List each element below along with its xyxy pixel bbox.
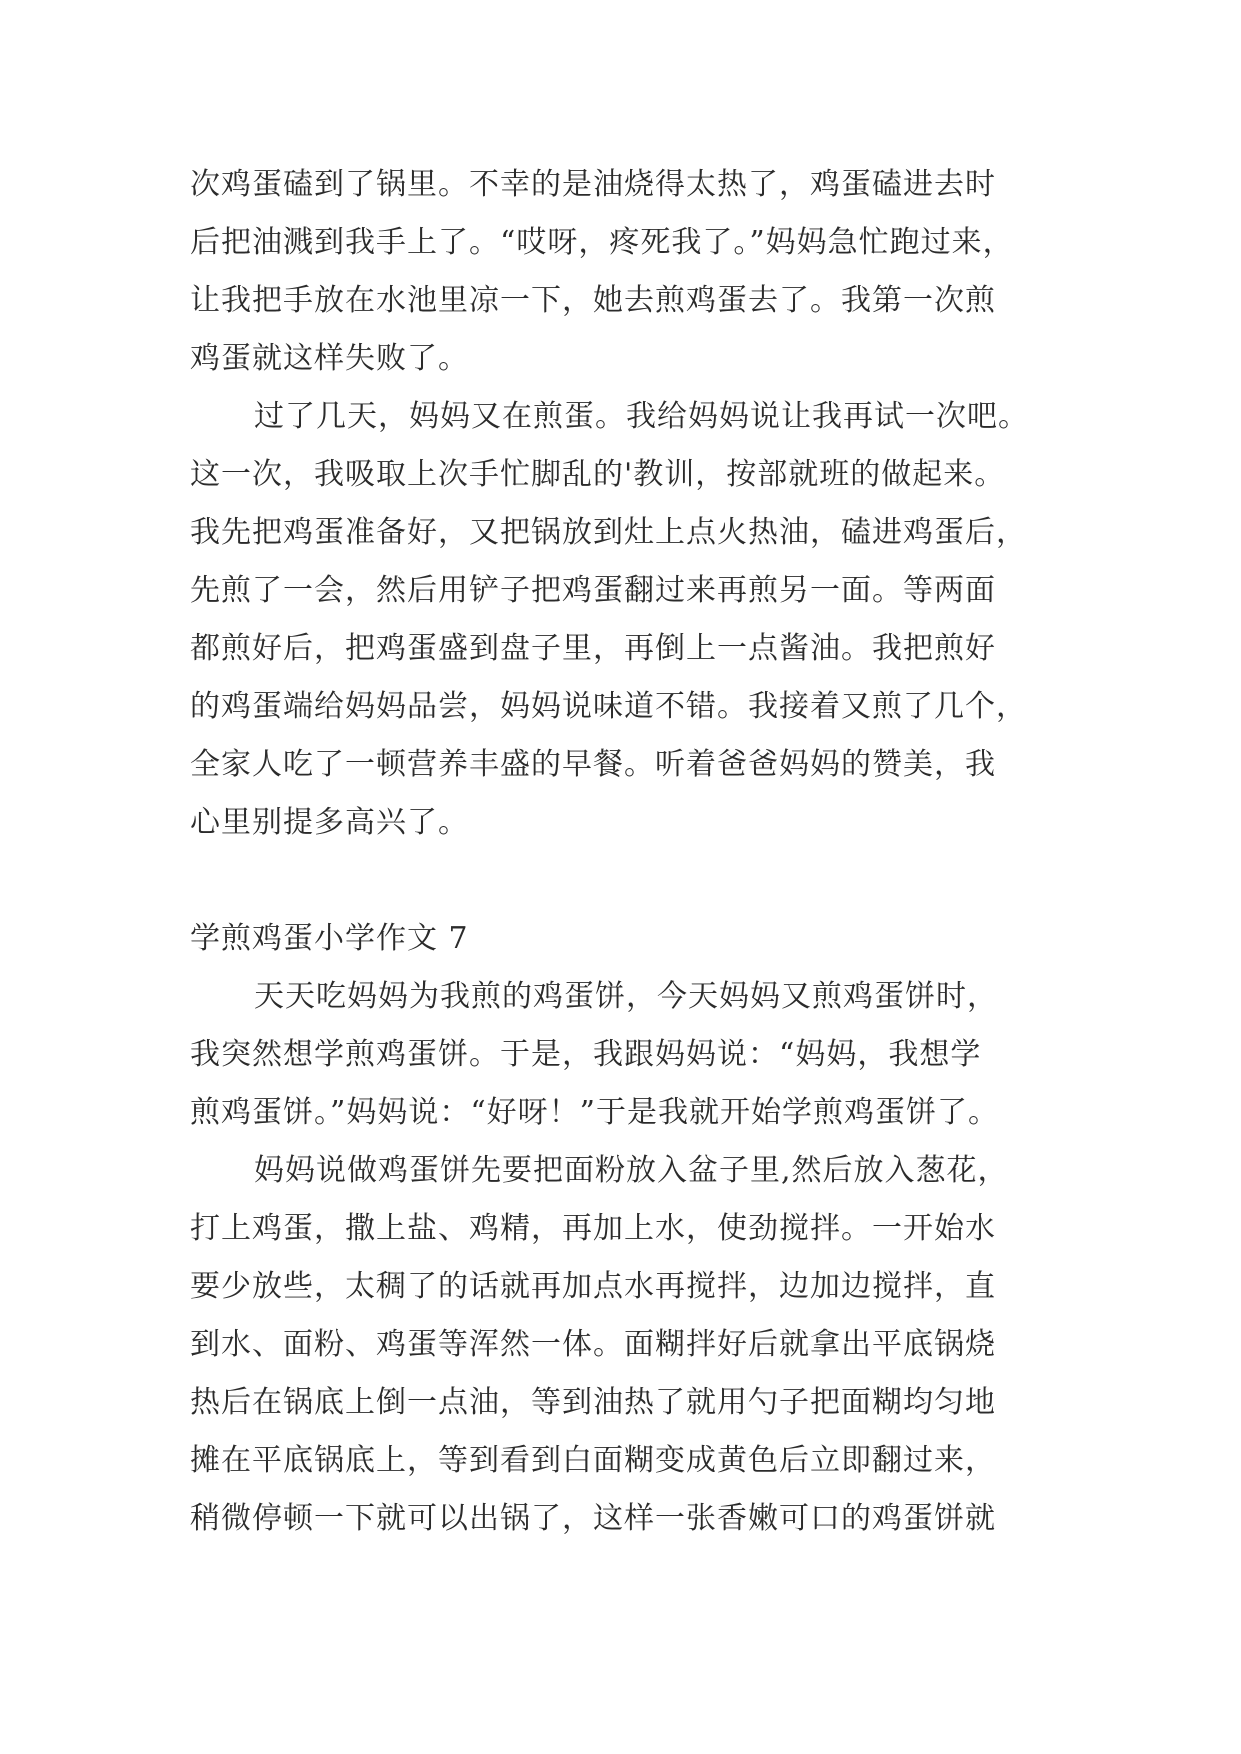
essay-title: 学煎鸡蛋小学作文 7: [190, 921, 469, 956]
text-line: 心里别提多高兴了。: [190, 805, 469, 840]
text-line: 热后在锅底上倒一点油，等到油热了就用勺子把面糊均匀地: [190, 1385, 996, 1420]
paragraph-second-attempt: [190, 388, 1090, 852]
text-line: 到水、面粉、鸡蛋等浑然一体。面糊拌好后就拿出平底锅烧: [190, 1327, 996, 1362]
text-line: 过了几天，妈妈又在煎蛋。我给妈妈说让我再试一次吧。: [254, 399, 1029, 434]
text-line: 次鸡蛋磕到了锅里。不幸的是油烧得太热了，鸡蛋磕进去时: [190, 167, 996, 202]
text-line: 稍微停顿一下就可以出锅了，这样一张香嫩可口的鸡蛋饼就: [190, 1501, 996, 1536]
text-line: 后把油溅到我手上了。“哎呀，疼死我了。”妈妈急忙跑过来，: [190, 225, 1014, 260]
paragraph-recipe: [190, 1142, 1090, 1548]
paragraph-intro: [190, 968, 1090, 1142]
paragraph-continuation: [190, 156, 1090, 388]
text-line: 让我把手放在水池里凉一下，她去煎鸡蛋去了。我第一次煎: [190, 283, 996, 318]
text-line: 的鸡蛋端给妈妈品尝，妈妈说味道不错。我接着又煎了几个，: [190, 689, 1027, 724]
text-line: 煎鸡蛋饼。”妈妈说：“好呀！”于是我就开始学煎鸡蛋饼了。: [190, 1095, 1000, 1130]
text-line: 摊在平底锅底上，等到看到白面糊变成黄色后立即翻过来，: [190, 1443, 996, 1478]
text-line: 我突然想学煎鸡蛋饼。于是，我跟妈妈说：“妈妈，我想学: [190, 1037, 982, 1072]
text-line: 鸡蛋就这样失败了。: [190, 341, 469, 376]
text-line: 先煎了一会，然后用铲子把鸡蛋翻过来再煎另一面。等两面: [190, 573, 996, 608]
text-line: 这一次，我吸取上次手忙脚乱的'教训，按部就班的做起来。: [190, 457, 1006, 492]
text-line: 妈妈说做鸡蛋饼先要把面粉放入盆子里,然后放入葱花，: [254, 1153, 1009, 1188]
text-line: 天天吃妈妈为我煎的鸡蛋饼，今天妈妈又煎鸡蛋饼时，: [254, 979, 998, 1014]
text-line: 要少放些，太稠了的话就再加点水再搅拌，边加边搅拌，直: [190, 1269, 996, 1304]
text-line: 打上鸡蛋，撒上盐、鸡精，再加上水，使劲搅拌。一开始水: [190, 1211, 996, 1246]
essay-title-block: [190, 910, 1090, 968]
text-line: 都煎好后，把鸡蛋盛到盘子里，再倒上一点酱油。我把煎好: [190, 631, 996, 666]
text-line: 全家人吃了一顿营养丰盛的早餐。听着爸爸妈妈的赞美，我: [190, 747, 996, 782]
text-line: 我先把鸡蛋准备好，又把锅放到灶上点火热油，磕进鸡蛋后，: [190, 515, 1027, 550]
